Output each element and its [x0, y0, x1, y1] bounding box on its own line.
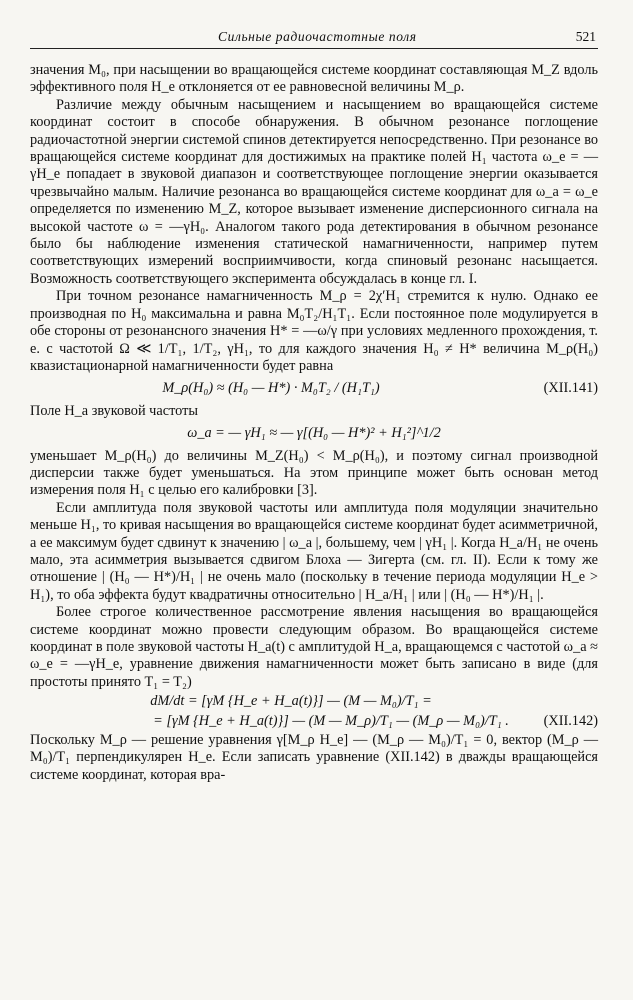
equation-xii-141 — [30, 380, 598, 397]
paragraph-8: Поскольку M_ρ — решение уравнения γ[M_ρ H_e] — (M_ρ — M₀)/T₁ = 0, вектор (M_ρ — M₀)/T₁ перпендикулярен H_e. Если записать уравнение (XII.142) в дважды вращающейся системе координат, которая вра- — [30, 732, 598, 783]
equation-omega — [30, 425, 598, 442]
equation-xii-142-line-2 — [30, 713, 598, 730]
page-header — [30, 26, 598, 49]
paragraph-4: Поле H_a звуковой частоты — [30, 402, 198, 419]
page-number: 521 — [575, 29, 596, 44]
equation-xii-142-line-1-expression: dM/dt = [γM {H_e + H_a(t)}] — (M — M₀)/T₁ = — [150, 693, 432, 710]
running-title: Сильные радиочастотные поля — [218, 29, 417, 44]
paragraph-2: Различие между обычным насыщением и насыщением во вращающейся системе координат состоит в способе обнаружения. В обычном резонансе поглощение радиочастотной энергии системой спинов детектируется непосредственно. При резонансе во вращающейся системе координат для достижимых на практике полей H₁ частота ω_e = —γH_e попадает в звуковой диапазон и соответствующее поглощение энергии оказывается чрезвычайно малым. Наличие резонанса во вращающейся системе координат для ω_a = ω_e определяется по изменению M_Z, которое вызывает изменение дисперсионного сигнала на высокой частоте ω = —γH₀. Аналогом такого рода детектирования в обычном резонансе было бы наблюдение изменения статической намагниченности, например путем соответствующих измерений восприимчивости, когда спиновый резонанс насыщается. Возможность соответствующего эксперимента обсуждалась в конце гл. I. — [30, 96, 598, 287]
equation-omega-expression: ω_a = — γH₁ ≈ — γ[(H₀ — H*)² + H₁²]^1/2 — [187, 425, 441, 442]
equation-xii-141-number: (XII.141) — [543, 380, 598, 397]
paragraph-7: Более строгое количественное рассмотрение явления насыщения во вращающейся системе координат можно провести следующим образом. Во вращающейся системе координат в поле звуковой частоты H_a(t) с амплитудой H_a, вращающемся с частотой ω_a ≈ ω_e = —γH_e, уравнение движения намагниченности может быть записано в виде (для простоты принято T₁ = T₂) — [30, 604, 598, 690]
paragraph-3: При точном резонансе намагниченность M_ρ = 2χ′H₁ стремится к нулю. Однако ее производная по H₀ максимальна и равна M₀T₂/H₁T₁. Если постоянное поле модулируется в обе стороны от резонансного значения H* = —ω/γ при условиях медленного прохождения, т. е. с частотой Ω ≪ 1/T₁, 1/T₂, γH₁, то для каждого значения H₀ ≠ H* величина M_ρ(H₀) квазистационарной намагниченности будет равна — [30, 288, 598, 374]
equation-xii-142-line-1 — [30, 693, 598, 710]
equation-xii-142-number: (XII.142) — [543, 712, 598, 729]
body-text — [30, 62, 598, 784]
paragraph-5: уменьшает M_ρ(H₀) до величины M_Z(H₀) < M_ρ(H₀), и поэтому сигнал производной дисперсии также будет уменьшаться. На этом принципе может быть основан метод измерения поля H₁ с целью его калибровки [3]. — [30, 447, 598, 499]
equation-xii-142-line-2-expression: = [γM {H_e + H_a(t)}] — (M — M_ρ)/T₁ — (M_ρ — M₀)/T₁ . — [153, 712, 509, 729]
equation-xii-141-expression: M_ρ(H₀) ≈ (H₀ — H*) · M₀T₂ / (H₁T₁) — [162, 380, 380, 397]
paragraph-6: Если амплитуда поля звуковой частоты или амплитуда поля модуляции значительно меньше H₁, то кривая насыщения во вращающейся системе координат будет асимметричной, а ее максимум будет сдвинут к значению | ω_a |, большему, чем | γH₁ |. Когда H_a/H₁ не очень мало, эта асимметрия вызывается сдвигом Блоха — Зигерта (см. гл. II). Если к тому же отношение | (H₀ — H*)/H₁ | не очень мало (поскольку в течение периода модуляции H_e > H₁), то оба эффекта будут квадратичны относительно | H_a/H₁ | или | (H₀ — H*)/H₁ |. — [30, 499, 598, 603]
paragraph-1: значения M₀, при насыщении во вращающейся системе координат составляющая M_Z вдоль эффективного поля H_e отклоняется от ее равновесной величины M_ρ. — [30, 62, 598, 96]
